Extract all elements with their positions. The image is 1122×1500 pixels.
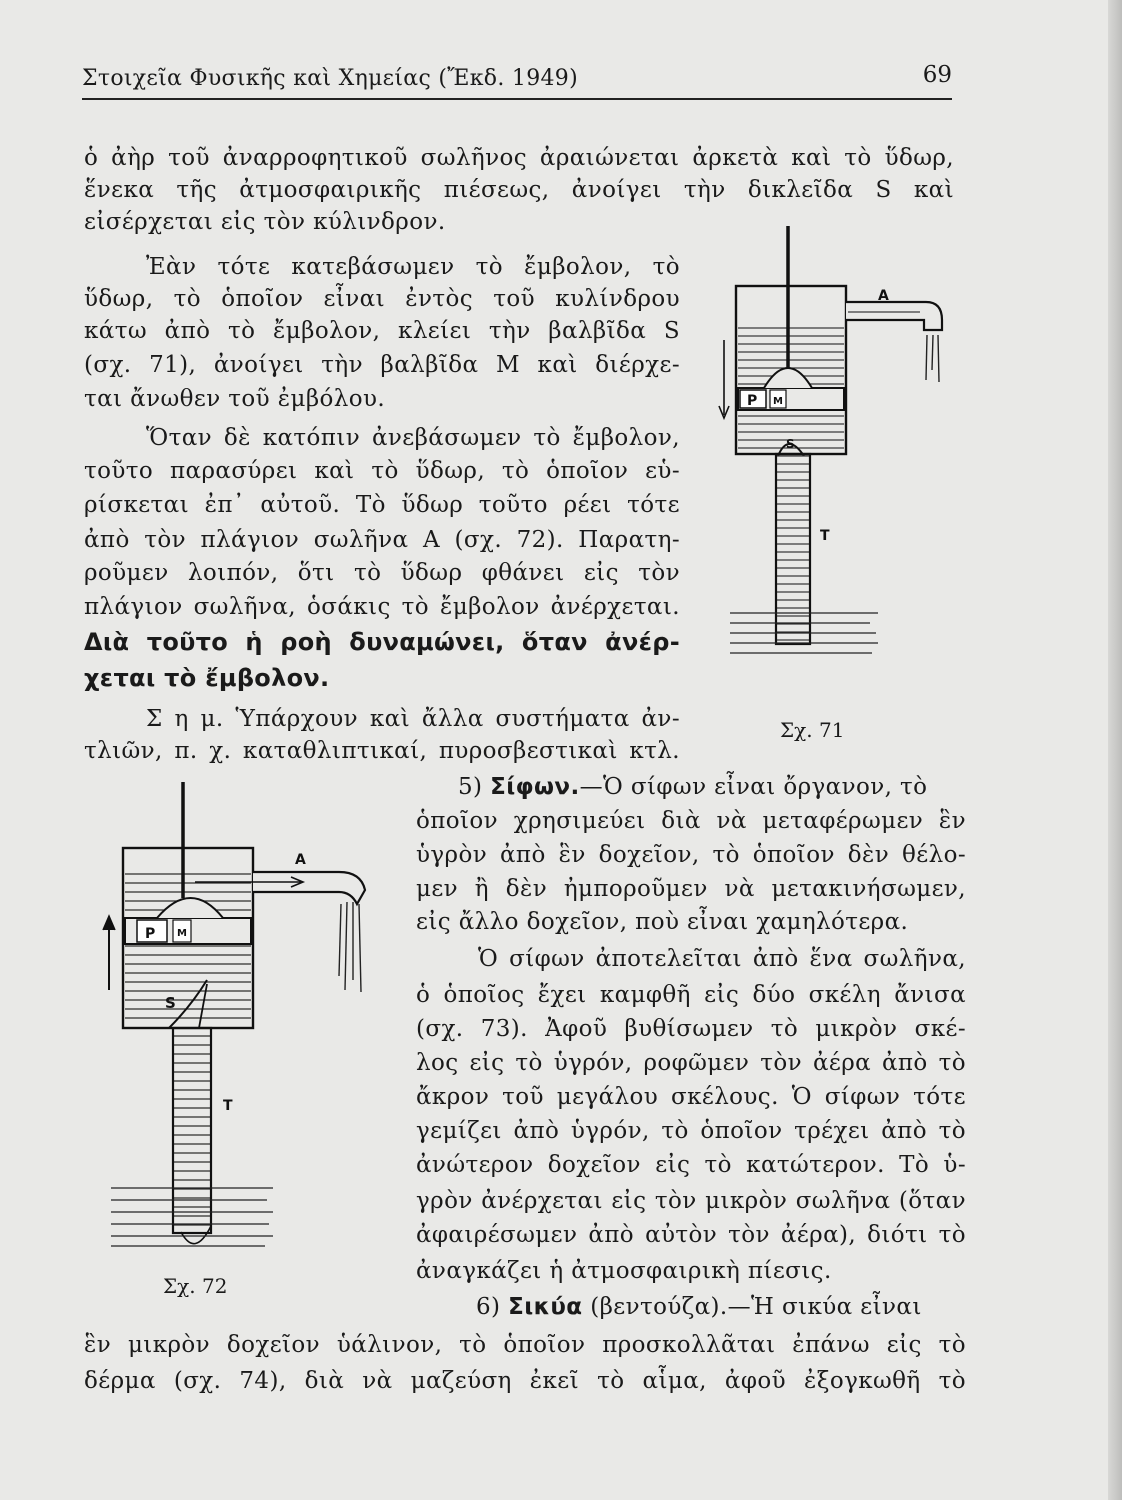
text-line: ὑγρὸν ἀπὸ ἓν δοχεῖον, τὸ ὁποῖον δὲν θέλο- bbox=[416, 842, 966, 868]
text-line: ἄκρον τοῦ μεγάλου σκέλους. Ὁ σίφων τότε bbox=[416, 1084, 966, 1110]
text-line: ἓν μικρὸν δοχεῖον ὑάλινον, τὸ ὁποῖον προσκολλᾶται ἐπάνω εἰς τὸ bbox=[84, 1332, 966, 1358]
text-line: μεν ἢ δὲν ἠμποροῦμεν νὰ μετακινήσωμεν, bbox=[416, 876, 966, 902]
text-line: (σχ. 73). Ἀφοῦ βυθίσωμεν τὸ μικρὸν σκέ- bbox=[416, 1016, 966, 1042]
label-M: Μ bbox=[177, 928, 187, 939]
label-T: Τ bbox=[223, 1098, 233, 1114]
text-line: ἀπὸ τὸν πλάγιον σωλῆνα Α (σχ. 72). Παρατη- bbox=[84, 527, 680, 553]
label-S: S bbox=[165, 994, 176, 1012]
text-line: ἀναγκάζει ἡ ἀτμοσφαιρικὴ πίεσις. bbox=[416, 1258, 832, 1284]
text-line: εἰς ἄλλο δοχεῖον, ποὺ εἶναι χαμηλότερα. bbox=[416, 909, 909, 935]
text-line: λος εἰς τὸ ὑγρόν, ροφῶμεν τὸν ἀέρα ἀπὸ τὸ bbox=[416, 1050, 966, 1076]
label-A: Α bbox=[878, 288, 889, 304]
text-line: εἰσέρχεται εἰς τὸν κύλινδρον. bbox=[84, 209, 446, 235]
text-line: ὁ ἀὴρ τοῦ ἀναρροφητικοῦ σωλῆνος ἀραιώνεται ἀρκετὰ καὶ τὸ ὕδωρ, bbox=[84, 145, 954, 171]
text-line: ὁποῖον χρησιμεύει διὰ νὰ μεταφέρωμεν ἓν bbox=[416, 808, 966, 834]
text-line: ἀνώτερον δοχεῖον εἰς τὸ κατώτερον. Τὸ ὑ- bbox=[416, 1152, 966, 1178]
text-line: κάτω ἀπὸ τὸ ἔμβολον, κλείει τὴν βαλβῖδα S bbox=[84, 318, 680, 344]
text-line: πλάγιον σωλῆνα, ὁσάκις τὸ ἔμβολον ἀνέρχεται. bbox=[84, 594, 680, 620]
text-line: γεμίζει ἀπὸ ὑγρόν, τὸ ὁποῖον τρέχει ἀπὸ τὸ bbox=[416, 1118, 966, 1144]
text-line: ἀφαιρέσωμεν ἀπὸ αὐτὸν τὸν ἀέρα), διότι τὸ bbox=[416, 1222, 966, 1248]
running-title: Στοιχεῖα Φυσικῆς καὶ Χημείας (Ἔκδ. 1949) bbox=[82, 66, 578, 91]
label-P: Ρ bbox=[747, 393, 758, 409]
figure-72-caption: Σχ. 72 bbox=[163, 1274, 228, 1298]
label-M: Μ bbox=[773, 396, 783, 407]
text-line: Ἐὰν τότε κατεβάσωμεν τὸ ἔμβολον, τὸ bbox=[146, 254, 680, 280]
section-heading: Σίφων. bbox=[490, 774, 580, 800]
text-line: ρίσκεται ἐπ᾿ αὐτοῦ. Τὸ ὕδωρ τοῦτο ρέει τότε bbox=[84, 492, 680, 518]
suction-tube bbox=[776, 454, 810, 644]
section-heading: Σικύα bbox=[508, 1294, 583, 1320]
label-P: Ρ bbox=[145, 926, 156, 942]
label-T: Τ bbox=[820, 528, 830, 544]
section-number: 5) bbox=[458, 774, 483, 800]
figure-72-pump-diagram bbox=[95, 780, 375, 1270]
text-line: ται ἄνωθεν τοῦ ἐμβόλου. bbox=[84, 386, 386, 412]
text-line: ὁ ὁποῖος ἔχει καμφθῆ εἰς δύο σκέλη ἄνισα bbox=[416, 982, 966, 1008]
figure-71-pump-diagram bbox=[700, 220, 920, 650]
falling-water bbox=[339, 902, 361, 992]
page-number: 69 bbox=[922, 62, 952, 88]
text-line: γρὸν ἀνέρχεται εἰς τὸν μικρὸν σωλῆνα (ὅταν bbox=[416, 1188, 966, 1214]
label-A: Α bbox=[295, 852, 306, 868]
text-line: ὕδωρ, τὸ ὁποῖον εἶναι ἐντὸς τοῦ κυλίνδρου bbox=[84, 286, 680, 312]
text-line: ροῦμεν λοιπόν, ὅτι τὸ ὕδωρ φθάνει εἰς τὸν bbox=[84, 560, 680, 586]
siphon-first-line bbox=[458, 772, 927, 803]
label-S: S bbox=[786, 437, 795, 451]
text-line: (σχ. 71), ἀνοίγει τὴν βαλβῖδα Μ καὶ διέρχε- bbox=[84, 352, 680, 378]
text-span: —Ὁ σίφων εἶναι ὄργανον, τὸ bbox=[579, 774, 928, 800]
page-edge bbox=[1108, 0, 1122, 1500]
figure-71-caption: Σχ. 71 bbox=[780, 718, 845, 742]
text-line: ἕνεκα τῆς ἀτμοσφαιρικῆς πιέσεως, ἀνοίγει τὴν δικλεῖδα S καὶ bbox=[84, 177, 954, 203]
note-line: τλιῶν, π. χ. καταθλιπτικαί, πυροσβεστικαὶ κτλ. bbox=[84, 738, 680, 764]
text-line: Ὅταν δὲ κατόπιν ἀνεβάσωμεν τὸ ἔμβολον, bbox=[146, 425, 680, 451]
suction-tube bbox=[173, 1028, 211, 1233]
falling-water bbox=[926, 335, 939, 382]
note-line: Σ η μ. Ὑπάρχουν καὶ ἄλλα συστήματα ἀν- bbox=[146, 706, 680, 732]
sikya-first-line bbox=[476, 1292, 922, 1323]
text-line: δέρμα (σχ. 74), διὰ νὰ μαζεύση ἐκεῖ τὸ αἷμα, ἀφοῦ ἐξογκωθῆ τὸ bbox=[84, 1368, 966, 1394]
text-line: τοῦτο παρασύρει καὶ τὸ ὕδωρ, τὸ ὁποῖον εὑ- bbox=[84, 458, 680, 484]
section-number: 6) bbox=[476, 1294, 501, 1320]
page-header bbox=[82, 62, 952, 100]
text-line: Ὁ σίφων ἀποτελεῖται ἀπὸ ἕνα σωλῆνα, bbox=[478, 946, 966, 972]
bold-text-line: χεται τὸ ἔμβολον. bbox=[84, 664, 330, 692]
text-span: (βεντούζα).—Ἡ σικύα εἶναι bbox=[590, 1294, 922, 1320]
bold-text-line: Διὰ τοῦτο ἡ ροὴ δυναμώνει, ὅταν ἀνέρ- bbox=[84, 628, 680, 656]
